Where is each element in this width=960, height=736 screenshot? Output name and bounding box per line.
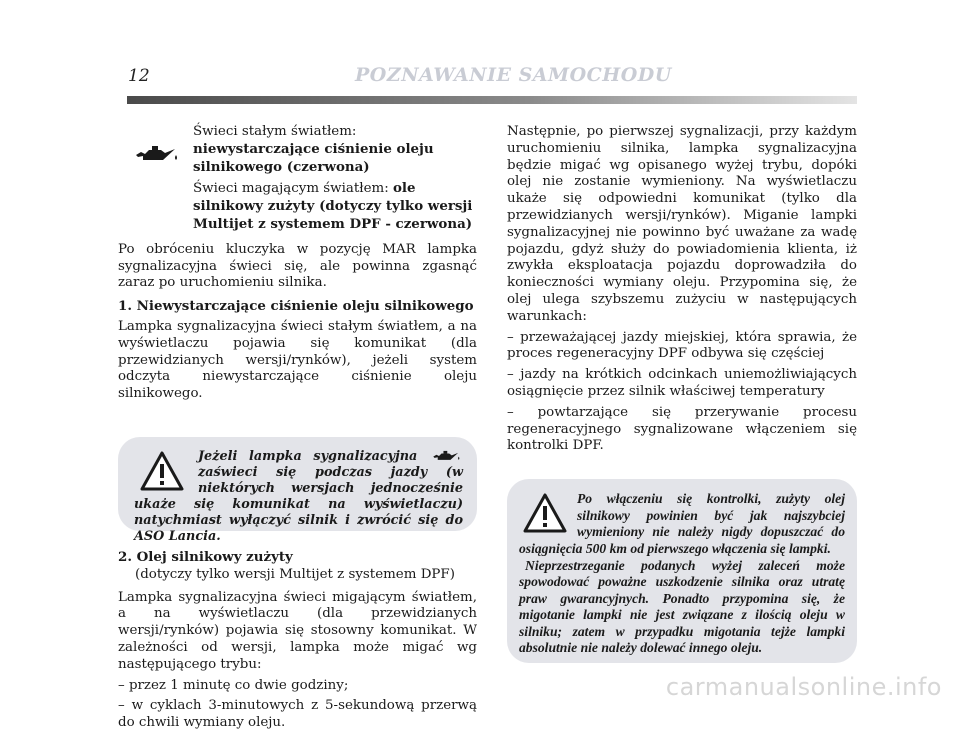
section-heading-2: 2. Olej silnikowy zużyty (118, 548, 293, 565)
warning-right-text-2: Nieprzestrzeganie podanych wyżej zaleceń może spowodować poważne uszkodzenie silnika oraz utratę praw gwarancyjnych. Ponadto przypomina się, że migotanie lampki nie jest związane z ilością oleju w silniku; zatem w przypadku migotania tejże lampki absolutnie nie należy dolewać innego oleju. (519, 557, 845, 656)
list-item: – w cyklach 3-minutowych z 5-sekundową przerwą do chwili wymiany oleju. (118, 698, 477, 731)
chapter-title: POZNAWANIE SAMOCHODU (355, 64, 672, 86)
section-1-paragraph: Lampka sygnalizacyjna świeci stałym światłem, a na wyświetlaczu pojawia się komunikat (dla przewidzianych wersji/rynków), jeżeli system odczyta niewystarczające ciśnienie oleju silnikowego. (118, 318, 477, 402)
warning-box-right (507, 479, 857, 663)
lamp-steady-text: Świeci stałym światłem: niewystarczające ciśnienie oleju silnikowego (czerwona) (193, 124, 434, 175)
section-subheading-2: (dotyczy tylko wersji Multijet z systemem DPF) (135, 566, 455, 582)
list-item: – jazdy na krótkich odcinkach uniemożliwiających osiągnięcie przez silnik właściwej temperatury (507, 367, 857, 399)
right-column (507, 124, 857, 663)
warning-left-text: Jeżeli lampka sygnalizacyjna zaświeci się podczas jazdy (w niektórych wersjach jednocześnie ukaże się komunikat na wyświetlaczu) natychmiast wyłączyć silnik i zwrócić się do ASO Lancia. (134, 448, 463, 544)
warning-triangle-icon (140, 451, 184, 491)
key-mar-paragraph: Po obróceniu kluczyka w pozycję MAR lampka sygnalizacyjna świeci się, ale powinna zgasnąć zaraz po uruchomieniu silnika. (118, 241, 477, 291)
list-item: – przez 1 minutę co dwie godziny; (118, 677, 349, 693)
list-item: – powtarzające się przerywanie procesu regeneracyjnego sygnalizowane włączeniem się kontrolki DPF. (507, 404, 857, 454)
lamp-intro (118, 124, 477, 238)
page-number: 12 (128, 66, 150, 86)
list-item: – przeważającej jazdy miejskiej, która sprawia, że proces regeneracyjny DPF odbywa się częściej (507, 329, 857, 362)
left-column (118, 124, 477, 736)
section-heading-1: 1. Niewystarczające ciśnienie oleju silnikowego (118, 298, 474, 315)
oil-pressure-icon (118, 124, 193, 184)
warning-right-text-1: Po włączeniu się kontrolki, zużyty olej silnikowy powinien być jak najszybciej wymieniony nie należy nigdy dopuszczać do osiągnięcia 500 km od pierwszego włączenia się lampki. (519, 491, 845, 556)
warning-triangle-icon (523, 493, 567, 533)
lamp-flashing-text: Świeci magającym światłem: ole silnikowy zużyty (dotyczy tylko wersji Multijet z systemem DPF - czerwona) (193, 180, 473, 232)
warning-box-left (118, 437, 477, 544)
right-paragraph: Następnie, po pierwszej sygnalizacji, przy każdym uruchomieniu silnika, lampka sygnalizacyjna będzie migać wg opisanego wyżej trybu, dopóki olej nie zostanie wymieniony. Na wyświetlaczu ukaże się odpowiedni komunikat (tylko dla przewidzianych wersji/rynków). Miganie lampki sygnalizacyjnej nie powinno być uważane za wadę pojazdu, gdyż służy do powiadomienia klienta, iż zwykła eksploatacja pojazdu doprowadziła do konieczności wymiany oleju. Przypomina się, że olej ulega szybszemu zużyciu w następujących warunkach: (507, 124, 857, 324)
header-rule (127, 96, 857, 104)
section-2-paragraph: Lampka sygnalizacyjna świeci migającym światłem, a na wyświetlaczu (dla przewidzianych wersji/rynków) pojawia się stosowny komunikat. W zależności od wersji, lampka może migać wg następującego trybu: (118, 589, 477, 672)
oil-pressure-icon (431, 449, 461, 463)
watermark: carmanualsonline.info (665, 673, 942, 701)
